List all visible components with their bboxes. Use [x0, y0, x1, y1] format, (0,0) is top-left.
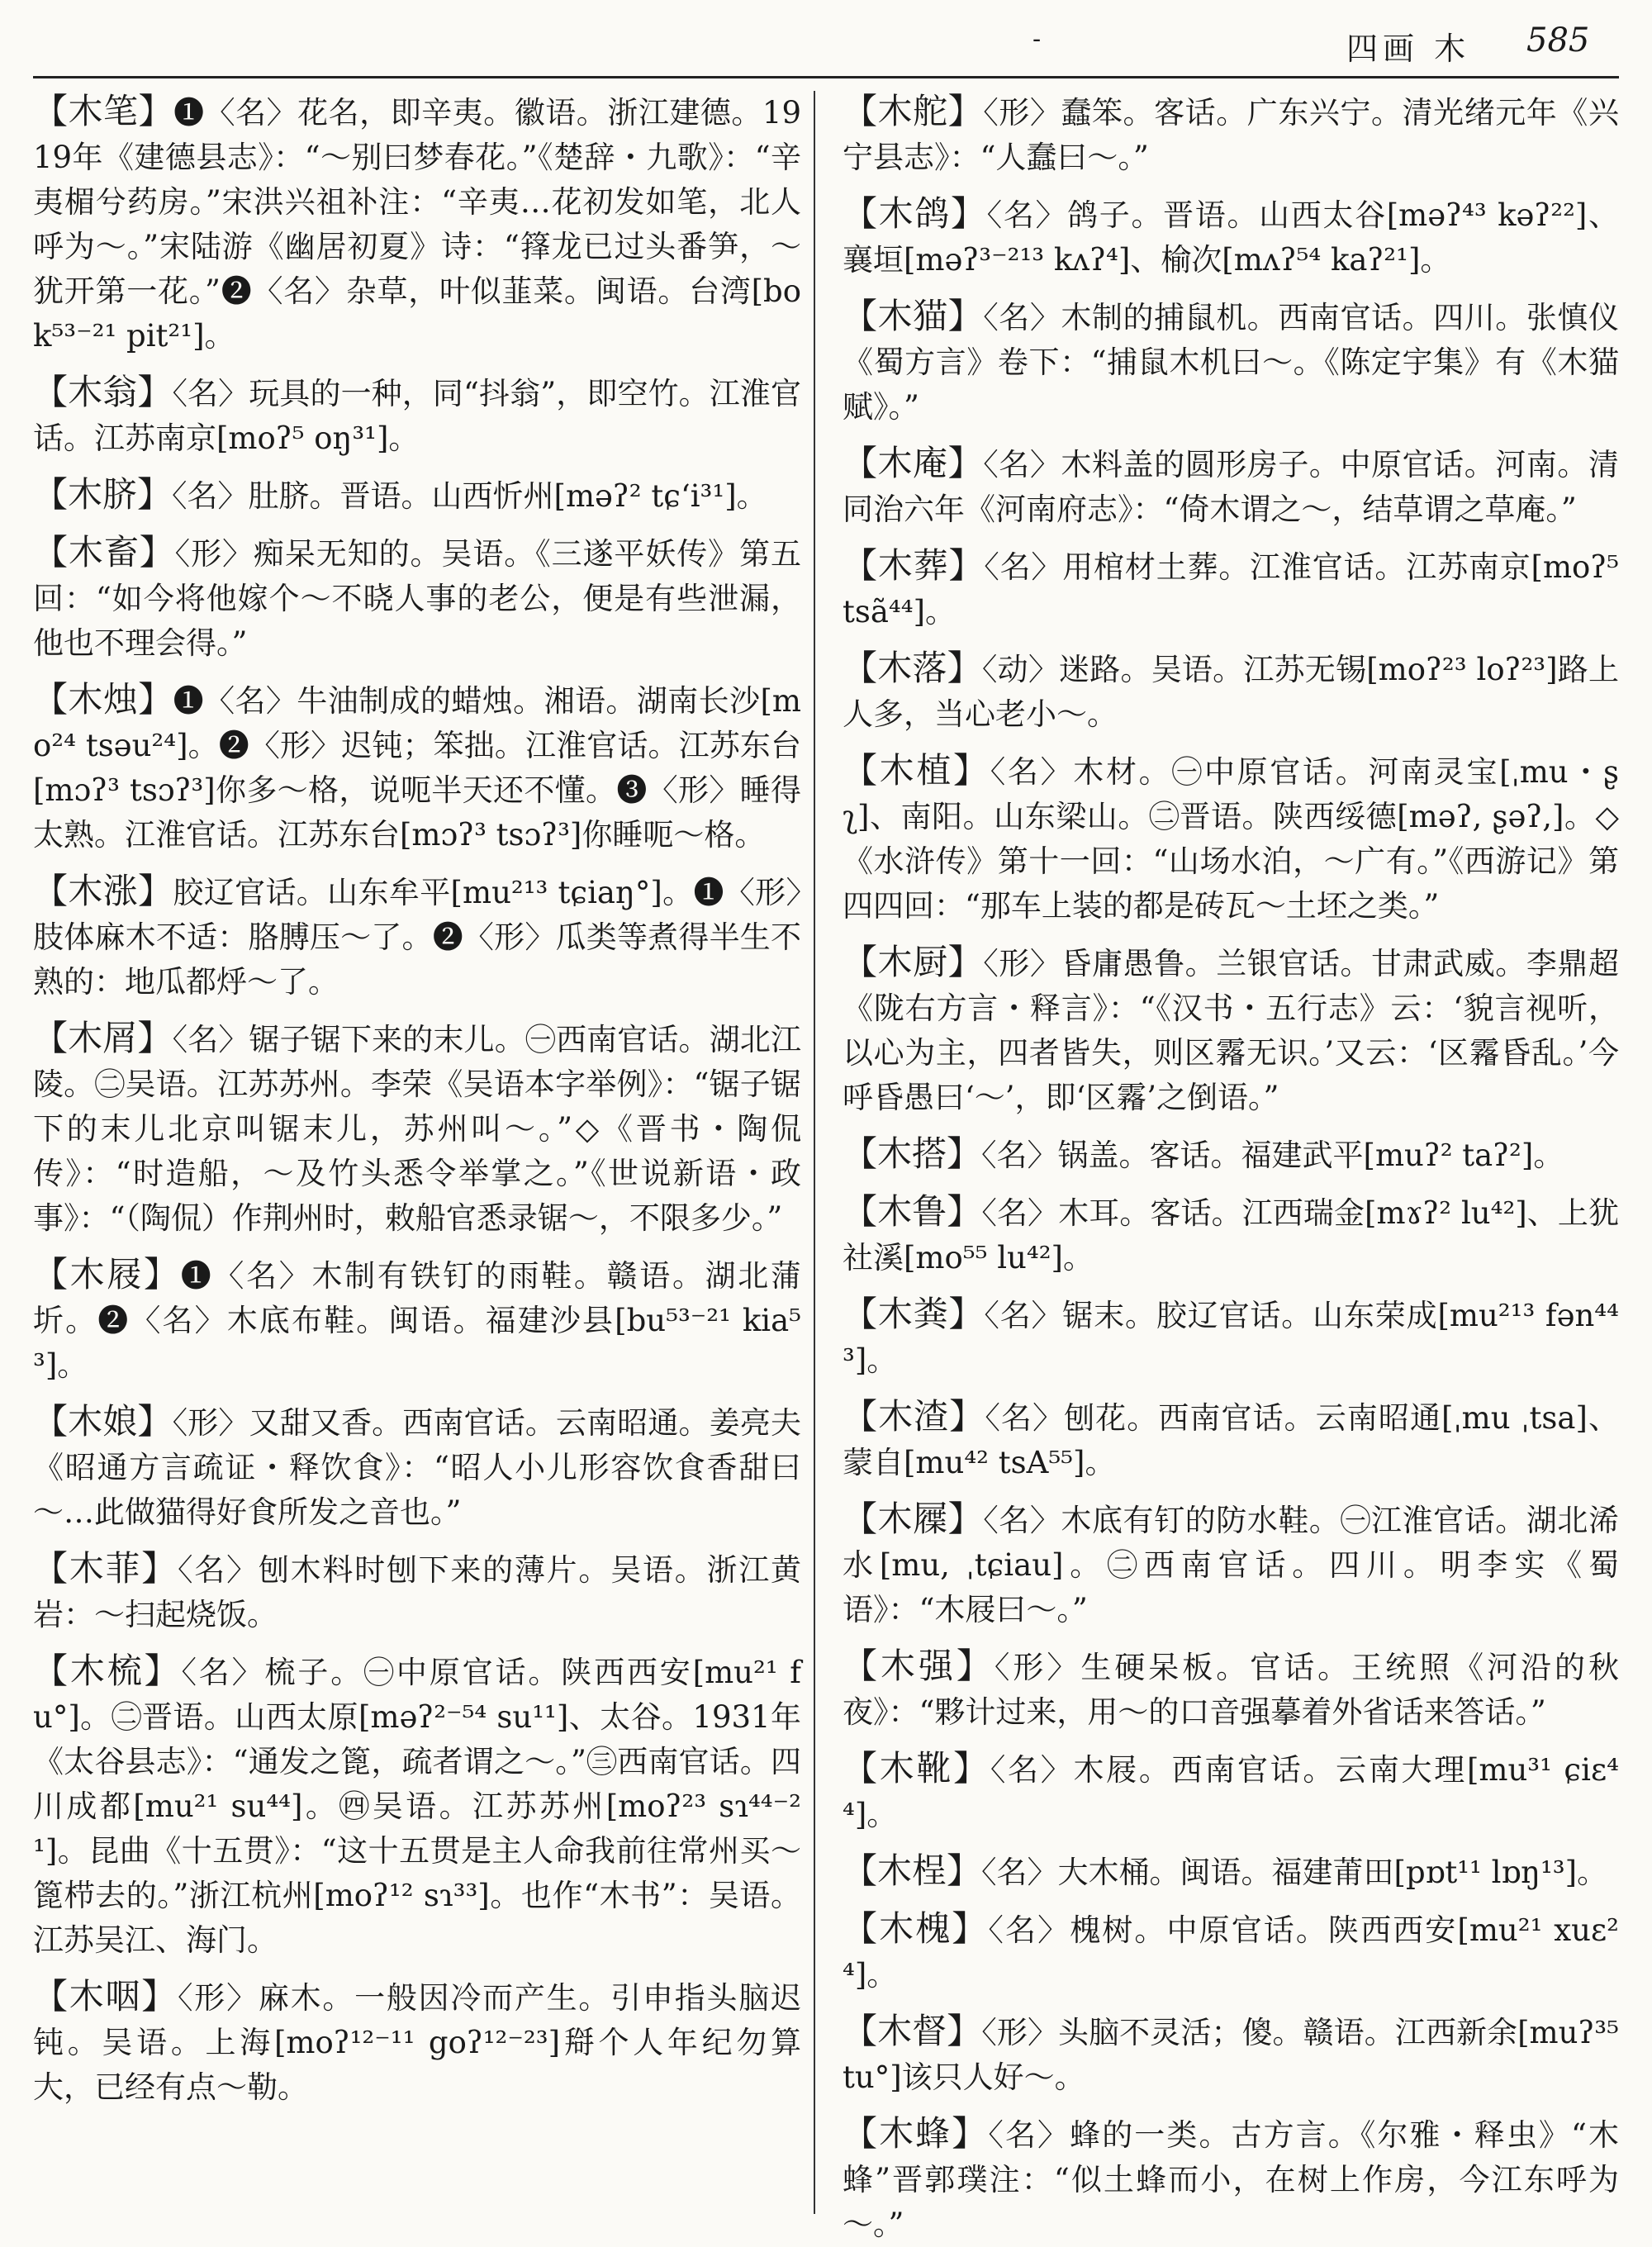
entry-text: 〈形〉昏庸愚鲁。兰银官话。甘肃武威。李鼎超《陇右方言・释言》：“《汉书・五行志》云：‘貌言视听，以心为主，四者皆失，则区霿无识。’又云：‘区霿昏乱。’今呼昏愚曰‘～’，即‘区霿’之倒语。” [843, 946, 1619, 1115]
entry-headword: 【木菲】 [33, 1548, 178, 1589]
entry-text: 〈形〉头脑不灵活；傻。赣语。江西新余[muʔ³⁵ tu°]该只人好～。 [843, 2015, 1619, 2095]
dictionary-entry [33, 530, 801, 666]
dictionary-entry [33, 370, 801, 461]
entry-headword: 【木葬】 [843, 545, 985, 586]
entry-text: 〈形〉痴呆无知的。吴语。《三遂平妖传》第五回：“如今将他嫁个～不晓人事的老公，便是有些泄漏，他也不理会得。” [33, 536, 801, 661]
dictionary-entry [843, 89, 1619, 180]
entry-headword: 【木植】 [843, 750, 990, 791]
entry-headword: 【木槐】 [843, 1908, 989, 1949]
entry-text: 〈名〉槐树。中原官话。陕西西安[mu²¹ xuɛ²⁴]。 [843, 1912, 1619, 1993]
entry-text: 〈名〉玩具的一种，同“抖翁”，即空竹。江淮官话。江苏南京[moʔ⁵ oŋ³¹]。 [33, 376, 801, 456]
dictionary-entry [33, 677, 801, 857]
dictionary-entry [843, 441, 1619, 532]
dictionary-entry [843, 1849, 1619, 1895]
entry-headword: 【木屑】 [33, 1018, 173, 1058]
dictionary-entry [843, 940, 1619, 1120]
entry-text: 〈名〉蜂的一类。古方言。《尔雅・释虫》“木蜂”晋郭璞注：“似土蜂而小，在树上作房，今江东呼为～。” [843, 2117, 1619, 2242]
entry-text: 〈名〉用棺材土葬。江淮官话。江苏南京[moʔ⁵ tsã⁴⁴]。 [843, 549, 1619, 629]
entry-headword: 【木屧】 [843, 1499, 984, 1539]
entry-headword: 【木涨】 [33, 871, 173, 911]
entry-headword: 【木梳】 [33, 1651, 182, 1691]
dictionary-entry [843, 1907, 1619, 1998]
dictionary-entry [843, 646, 1619, 737]
entry-text: ❶〈名〉木制有铁钉的雨鞋。赣语。湖北蒲圻。❷〈名〉木底布鞋。闽语。福建沙县[bu⁵³⁻²¹ kia⁵³]。 [33, 1258, 801, 1383]
entry-text: 〈动〉迷路。吴语。江苏无锡[moʔ²³ loʔ²³]路上人多，当心老小～。 [843, 652, 1619, 732]
entry-headword: 【木渣】 [843, 1396, 985, 1437]
dictionary-entry [843, 294, 1619, 430]
entry-text: 〈名〉木料盖的圆形房子。中原官话。河南。清同治六年《河南府志》：“倚木谓之～，结草谓之草庵。” [843, 447, 1619, 527]
entry-headword: 【木舵】 [843, 91, 984, 131]
entry-text: 〈名〉木材。㊀中原官话。河南灵宝[ˌmu・ʂʅ]、南阳。山东梁山。㊁晋语。陕西绥德[məʔ, ʂəʔ,]。◇《水浒传》第十一回：“山场水泊，～广有。”《西游记》第四四回：“那车上装的都是砖瓦～土坯之类。” [843, 754, 1619, 924]
page-header [0, 0, 1652, 83]
entry-text: 〈形〉生硬呆板。官话。王统照《河沿的秋夜》：“夥计过来，用～的口音强摹着外省话来答话。” [843, 1650, 1619, 1730]
dictionary-entry [33, 473, 801, 519]
entry-headword: 【木靴】 [843, 1748, 990, 1789]
dictionary-entry [843, 1497, 1619, 1632]
entry-text: ❶〈名〉花名，即辛夷。徽语。浙江建德。1919年《建德县志》：“～别曰梦春花。”《楚辞・九歌》：“辛夷楣兮药房。”宋洪兴祖补注：“辛夷…花初发如笔，北人呼为～。”宋陆游《幽居初夏》诗：“箨龙已过头番笋，～犹开第一花。”❷〈名〉杂草，叶似韮菜。闽语。台湾[bok⁵³⁻²¹ pit²¹]。 [33, 95, 801, 354]
dictionary-entry [843, 748, 1619, 929]
entry-headword: 【木娘】 [33, 1401, 173, 1442]
entry-headword: 【木鲁】 [843, 1191, 982, 1232]
entry-headword: 【木咽】 [33, 1976, 178, 2017]
entry-headword: 【木督】 [843, 2011, 982, 2051]
entry-text: 〈名〉刨木料时刨下来的薄片。吴语。浙江黄岩：～扫起烧饭。 [33, 1552, 801, 1632]
entry-text: 〈名〉鸽子。晋语。山西太谷[məʔ⁴³ kəʔ²²]、襄垣[məʔ³⁻²¹³ kʌʔ⁴]、榆次[mʌʔ⁵⁴ kaʔ²¹]。 [843, 197, 1619, 278]
header-mark: - [1032, 25, 1042, 54]
entry-text: 胶辽官话。山东牟平[mu²¹³ tɕiaŋ°]。❶〈形〉肢体麻木不适：胳膊压～了。❷〈形〉瓜类等煮得半生不熟的：地瓜都烀～了。 [33, 875, 801, 1000]
page-number: 585 [1526, 21, 1590, 59]
entry-headword: 【木桯】 [843, 1850, 982, 1891]
entry-headword: 【木脐】 [33, 474, 173, 515]
entry-headword: 【木鸽】 [843, 193, 987, 234]
entry-text: 〈名〉木耳。客话。江西瑞金[mɤʔ² lu⁴²]、上犹社溪[mo⁵⁵ lu⁴²]。 [843, 1195, 1619, 1276]
dictionary-entry [843, 2112, 1619, 2247]
dictionary-entry [843, 1132, 1619, 1178]
entry-text: 〈形〉又甜又香。西南官话。云南昭通。姜亮夫《昭通方言疏证・释饮食》：“昭人小儿形容饮食香甜曰～…此做猫得好食所发之音也。” [33, 1405, 801, 1530]
entry-headword: 【木笔】 [33, 91, 174, 131]
entry-headword: 【木蜂】 [843, 2113, 989, 2154]
entry-text: 〈名〉锯末。胶辽官话。山东荣成[mu²¹³ fən⁴⁴³]。 [843, 1298, 1619, 1378]
entry-text: 〈名〉大木桶。闽语。福建莆田[pɒt¹¹ lɒŋ¹³]。 [981, 1855, 1608, 1890]
entry-headword: 【木落】 [843, 648, 982, 688]
entry-text: ❶〈名〉牛油制成的蜡烛。湘语。湖南长沙[mo²⁴ tsəu²⁴]。❷〈形〉迟钝；笨拙。江淮官话。江苏东台[mɔʔ³ tsɔʔ³]你多～格，说呃半天还不懂。❸〈形〉睡得太熟。江淮官话。江苏东台[mɔʔ³ tsɔʔ³]你睡呃～格。 [33, 683, 801, 853]
section-title: 四画 木 [1346, 31, 1471, 67]
left-column [33, 89, 801, 2221]
dictionary-entry [33, 1546, 801, 1637]
dictionary-entry [843, 192, 1619, 283]
entry-headword: 【木畜】 [33, 532, 175, 572]
dictionary-entry [33, 869, 801, 1005]
entry-headword: 【木翁】 [33, 372, 173, 412]
dictionary-entry [33, 1974, 801, 2110]
entry-text: 〈名〉木屐。西南官话。云南大理[mu³¹ ɕiɛ⁴⁴]。 [843, 1752, 1619, 1832]
entry-text: 〈名〉锯子锯下来的末儿。㊀西南官话。湖北江陵。㊁吴语。江苏苏州。李荣《吴语本字举例》：“锯子锯下的末儿北京叫锯末儿，苏州叫～。”◇《晋书・陶侃传》：“时造船，～及竹头悉令举掌之。”《世说新语・政事》：“（陶侃）作荆州时，敕船官悉录锯～，不限多少。” [33, 1022, 801, 1236]
entry-headword: 【木庵】 [843, 443, 984, 483]
dictionary-entry [843, 544, 1619, 634]
header-rule [33, 76, 1619, 78]
dictionary-entry [843, 2009, 1619, 2100]
dictionary-entry [843, 1644, 1619, 1735]
entry-headword: 【木粪】 [843, 1294, 985, 1334]
entry-headword: 【木强】 [843, 1646, 995, 1686]
column-divider [814, 91, 815, 2214]
dictionary-entry [843, 1394, 1619, 1485]
dictionary-entry [843, 1190, 1619, 1280]
dictionary-entry [33, 1399, 801, 1535]
dictionary-entry [33, 1016, 801, 1241]
dictionary-entry [33, 1649, 801, 1963]
entry-headword: 【木搭】 [843, 1133, 982, 1174]
entry-headword: 【木猫】 [843, 296, 984, 336]
dictionary-entry [843, 1292, 1619, 1383]
dictionary-entry [843, 1746, 1619, 1837]
entry-text: 〈名〉木制的捕鼠机。西南官话。四川。张慎仪《蜀方言》卷下：“捕鼠木机曰～。《陈定宇集》有《木猫赋》。” [843, 300, 1619, 425]
entry-headword: 【木厨】 [843, 942, 984, 982]
entry-text: 〈名〉刨花。西南官话。云南昭通[ˌmu ˌtsa]、蒙自[mu⁴² tsA⁵⁵]。 [843, 1400, 1619, 1480]
entry-text: 〈名〉梳子。㊀中原官话。陕西西安[mu²¹ fu°]。㊁晋语。山西太原[məʔ²⁻⁵⁴ su¹¹]、太谷。1931年《太谷县志》：“通发之篦，疏者谓之～。”㊂西南官话。四川成都[mu²¹ su⁴⁴]。㊃吴语。江苏苏州[moʔ²³ sɿ⁴⁴⁻²¹]。昆曲《十五贯》：“这十五贯是主人命我前往常州买～篦栉去的。”浙江杭州[moʔ¹² sɿ³³]。也作“木书”：吴语。江苏吴江、海门。 [33, 1655, 801, 1958]
entry-text: 〈形〉麻木。一般因冷而产生。引申指头脑迟钝。吴语。上海[moʔ¹²⁻¹¹ goʔ¹²⁻²³]搿个人年纪勿算大，已经有点～勒。 [33, 1980, 801, 2105]
entry-headword: 【木屐】 [33, 1254, 181, 1295]
right-column [843, 89, 1619, 2242]
entry-headword: 【木烛】 [33, 679, 173, 720]
entry-text: 〈名〉木底有钉的防水鞋。㊀江淮官话。湖北浠水[mu, ˌtɕiau]。㊁西南官话。四川。明李实《蜀语》：“木屐曰～。” [843, 1503, 1619, 1627]
dictionary-entry [33, 89, 801, 359]
entry-text: 〈名〉锅盖。客话。福建武平[muʔ² taʔ²]。 [981, 1138, 1564, 1173]
entry-text: 〈名〉肚脐。晋语。山西忻州[məʔ² tɕʻi³¹]。 [172, 478, 767, 514]
dictionary-entry [33, 1252, 801, 1388]
entry-text: 〈形〉蠢笨。客话。广东兴宁。清光绪元年《兴宁县志》：“人蠢曰～。” [843, 95, 1619, 175]
